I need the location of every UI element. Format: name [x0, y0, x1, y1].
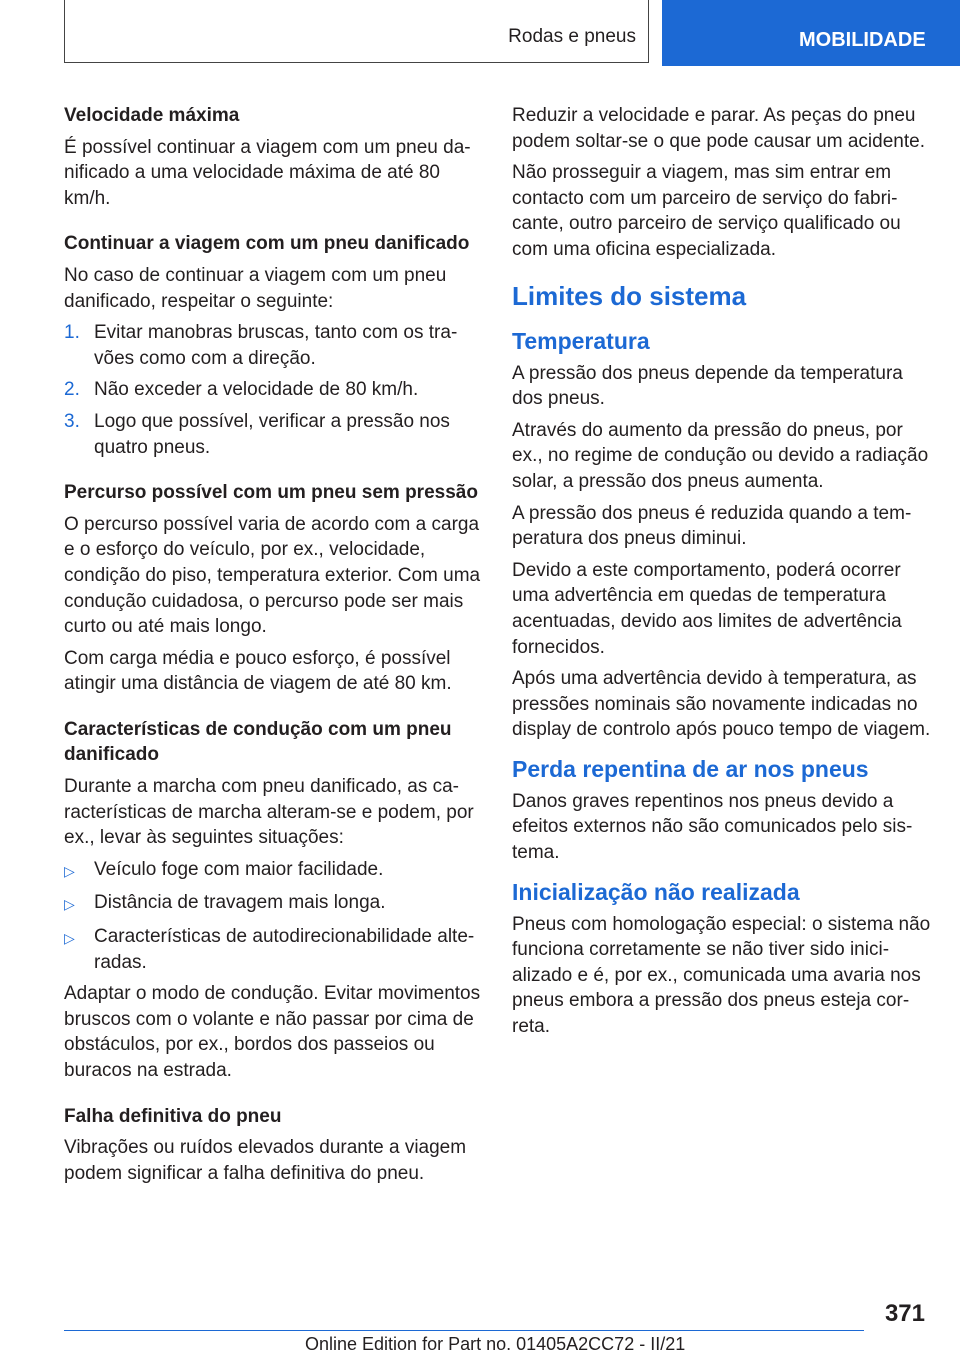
header-section-title: Rodas e pneus [508, 26, 636, 47]
paragraph: O percurso possível varia de acordo com a carga e o esforço do veículo, por ex., velocidade, condição do piso, temperatura exterior. Com uma condução cuidadosa, o percurso pode ser mais curto ou até mais longo. [64, 513, 481, 638]
paragraph: Vibrações ou ruídos elevados durante a viagem podem significar a falha definitiva do pneu. [64, 1137, 467, 1184]
triangle-bullet-icon: ▷ [64, 930, 75, 947]
header-chapter-tab: MOBILIDADE [662, 0, 960, 66]
paragraph: Adaptar o modo de condução. Evitar movimentos bruscos com o volante e não passar por cima de obstáculos, por ex., bordos dos passeios ou buracos na estrada. [64, 983, 481, 1081]
triangle-bullet-icon: ▷ [64, 896, 75, 913]
paragraph: Não prosseguir a viagem, mas sim entrar em contacto com um parceiro de serviço do fabricante, outro parceiro de serviço qualificado ou com uma oficina especializada. [512, 162, 901, 260]
header-section-box [64, 0, 649, 63]
heading-caracteristicas-conducao: Características de condução com um pneu danificado [64, 718, 452, 766]
paragraph: Através do aumento da pressão do pneus, por ex., no regime de condução ou devido a radiação solar, a pressão dos pneus aumenta. [512, 419, 929, 492]
list-number: 3. [64, 410, 80, 432]
left-column [64, 103, 482, 1192]
bullet-list [64, 857, 482, 975]
list-item [64, 409, 482, 460]
list-item-text: Características de autodirecionabilidade alteradas. [94, 926, 475, 973]
page-header [0, 0, 960, 66]
heading-falha-definitiva: Falha definitiva do pneu [64, 1105, 282, 1127]
heading-inicializacao: Inicialização não realizada [512, 878, 800, 905]
heading-temperatura: Temperatura [512, 327, 650, 354]
right-column [512, 103, 932, 1046]
footer-edition: Online Edition for Part no. 01405A2CC72 - II/21 [305, 1334, 686, 1354]
paragraph: No caso de continuar a viagem com um pneu danificado, respeitar o seguinte: [64, 264, 447, 312]
page-number: 371 [884, 1300, 925, 1327]
list-number: 2. [64, 379, 80, 401]
list-item [64, 890, 482, 918]
heading-perda-repentina: Perda repentina de ar nos pneus [512, 755, 869, 782]
list-item [64, 377, 482, 403]
paragraph: Danos graves repentinos nos pneus devido a efeitos externos não são comunicados pelo sistema. [512, 790, 913, 864]
triangle-bullet-icon: ▷ [64, 862, 75, 879]
list-item [64, 857, 482, 885]
paragraph: Devido a este comportamento, poderá ocorrer uma advertência em quedas de temperatura acentuadas, devido aos limites de advertência fornecidos. [512, 559, 902, 658]
list-item-text: Logo que possível, verificar a pressão nos quatro pneus. [94, 410, 450, 458]
heading-velocidade-maxima: Velocidade máxima [64, 105, 240, 126]
heading-percurso-possivel: Percurso possível com um pneu sem pressão [64, 482, 478, 504]
list-item [64, 320, 482, 371]
paragraph: A pressão dos pneus é reduzida quando a temperatura dos pneus diminui. [512, 502, 912, 550]
list-item-text: Veículo foge com maior facilidade. [94, 858, 384, 880]
paragraph: Após uma advertência devido à temperatura, as pressões nominais são novamente indicadas no display de controlo após pouco tempo de viagem. [512, 668, 931, 741]
paragraph: Reduzir a velocidade e parar. As peças do pneu podem soltar-se o que pode causar um acidente. [512, 105, 925, 152]
list-item-text: Evitar manobras bruscas, tanto com os travões como com a direção. [94, 322, 458, 369]
list-item [64, 924, 482, 975]
list-number: 1. [64, 322, 80, 344]
heading-continuar-viagem: Continuar a viagem com um pneu danificado [64, 233, 470, 255]
numbered-list [64, 320, 482, 460]
list-item-text: Distância de travagem mais longa. [94, 892, 386, 914]
paragraph: É possível continuar a viagem com um pneu danificado a uma velocidade máxima de até 80 km/h. [64, 136, 471, 209]
paragraph: Durante a marcha com pneu danificado, as características de marcha alteram-se e podem, por ex., levar às seguintes situações: [64, 776, 474, 849]
paragraph: Com carga média e pouco esforço, é possível atingir uma distância de viagem de até 80 km. [64, 647, 452, 695]
paragraph: A pressão dos pneus depende da temperatura dos pneus. [512, 362, 903, 410]
list-item-text: Não exceder a velocidade de 80 km/h. [94, 379, 419, 401]
footer-divider [64, 1330, 864, 1331]
heading-limites-do-sistema: Limites do sistema [512, 280, 747, 311]
paragraph: Pneus com homologação especial: o sistema não funciona corretamente se não tiver sido inicializado e é, por ex., comunicada uma avaria nos pneus embora a pressão dos pneus esteja correta. [512, 913, 931, 1038]
